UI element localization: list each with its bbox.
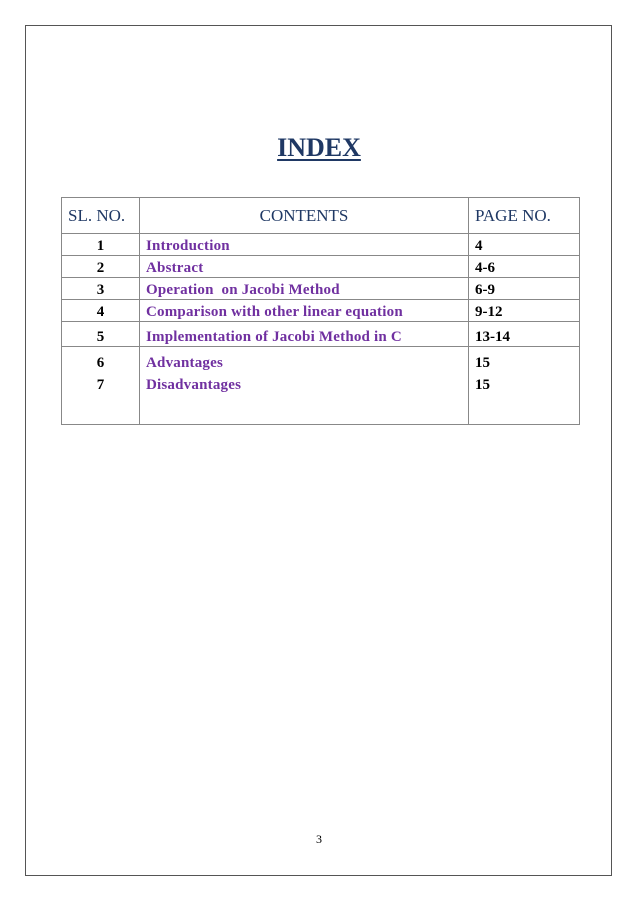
table-row [62, 300, 580, 322]
row-content: Disadvantages [140, 372, 469, 394]
row-content: Implementation of Jacobi Method in C [140, 322, 469, 347]
row-content: Introduction [140, 234, 469, 256]
row-sl-no: 5 [62, 322, 140, 347]
row-content: Comparison with other linear equation [140, 300, 469, 322]
table-row [62, 278, 580, 300]
empty-cell [140, 394, 469, 425]
page-number: 3 [316, 832, 322, 846]
table-row-empty [62, 394, 580, 425]
row-sl-no: 2 [62, 256, 140, 278]
row-page-no: 4-6 [469, 256, 580, 278]
row-page-no: 15 [469, 372, 580, 394]
header-contents: CONTENTS [140, 198, 469, 234]
table-row [62, 256, 580, 278]
row-sl-no: 7 [62, 372, 140, 394]
table-row [62, 234, 580, 256]
row-sl-no: 6 [62, 347, 140, 372]
table-row [62, 322, 580, 347]
table-header-row [62, 198, 580, 234]
table-row [62, 372, 580, 394]
header-sl-no: SL. NO. [62, 198, 140, 234]
row-page-no: 4 [469, 234, 580, 256]
page-title [0, 133, 638, 163]
empty-cell [469, 394, 580, 425]
table-row [62, 347, 580, 372]
row-sl-no: 4 [62, 300, 140, 322]
row-page-no: 15 [469, 347, 580, 372]
index-table [61, 197, 580, 425]
row-page-no: 6-9 [469, 278, 580, 300]
header-page-no: PAGE NO. [469, 198, 580, 234]
row-content: Advantages [140, 347, 469, 372]
row-content: Operation on Jacobi Method [140, 278, 469, 300]
row-content: Abstract [140, 256, 469, 278]
row-page-no: 9-12 [469, 300, 580, 322]
empty-cell [62, 394, 140, 425]
page-title-text: INDEX [277, 133, 361, 162]
row-sl-no: 3 [62, 278, 140, 300]
row-page-no: 13-14 [469, 322, 580, 347]
row-sl-no: 1 [62, 234, 140, 256]
